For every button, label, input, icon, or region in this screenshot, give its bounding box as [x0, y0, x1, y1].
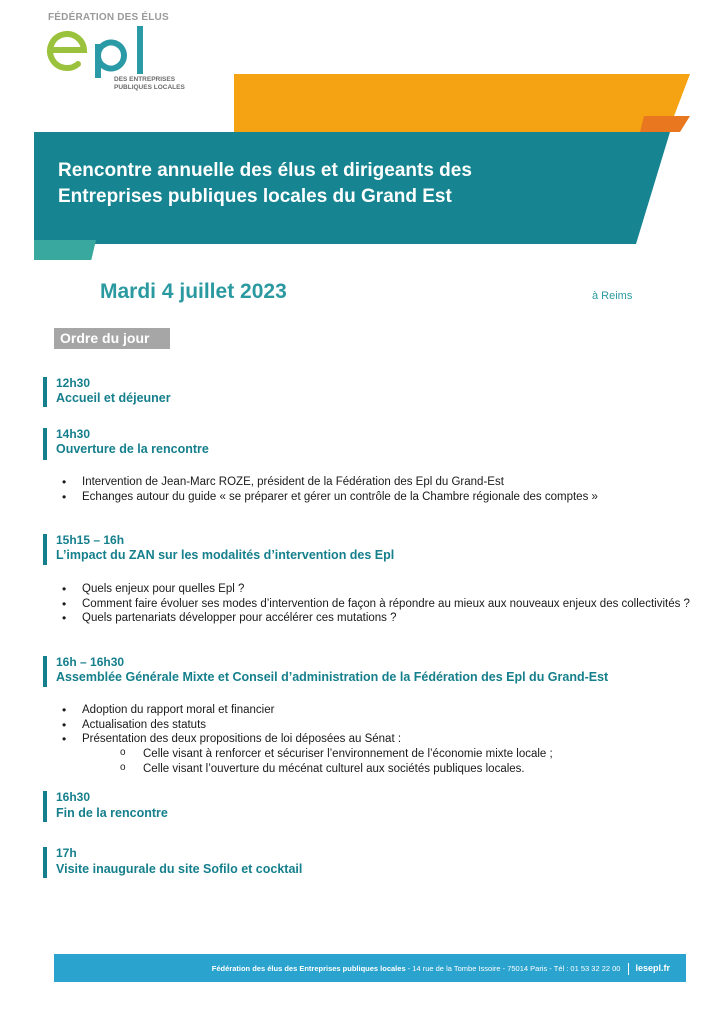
agenda-time: 15h15 – 16h	[56, 533, 125, 547]
logo-mark-text: epl	[44, 24, 46, 25]
title-line-2: Entreprises publiques locales du Grand Est	[58, 186, 452, 207]
list-item: • Comment faire évoluer ses modes d’intervention de façon à répondre au mieux aux nouveaux enjeux des collectivités ?	[58, 597, 698, 612]
event-date: Mardi 4 juillet 2023	[100, 280, 287, 303]
list-item: • Adoption du rapport moral et financier	[58, 703, 401, 718]
agenda-title: L’impact du ZAN sur les modalités d’intervention des Epl	[56, 548, 395, 562]
list-item: • Présentation des deux propositions de loi déposées au Sénat :	[58, 732, 401, 747]
agenda-title: Assemblée Générale Mixte et Conseil d’administration de la Fédération des Epl du Grand-Est	[56, 670, 609, 684]
agenda-bullets-1515	[58, 582, 698, 626]
agenda-heading: Ordre du jour	[54, 328, 170, 349]
agenda-title: Fin de la rencontre	[56, 806, 168, 820]
title-line-1: Rencontre annuelle des élus et dirigeants des	[58, 160, 472, 181]
agenda-title: Accueil et déjeuner	[56, 391, 171, 405]
sub-list-item: o Celle visant l’ouverture du mécénat culturel aux sociétés publiques locales.	[118, 762, 553, 777]
header-banner-graphic	[0, 0, 722, 260]
footer-org: Fédération des élus des Entreprises publiques locales	[211, 964, 406, 973]
agenda-bullets-1600	[58, 703, 401, 747]
agenda-item-bar	[43, 534, 47, 565]
sub-list-item: o Celle visant à renforcer et sécuriser l’environnement de l’économie mixte locale ;	[118, 747, 553, 762]
logo-top-text: FÉDÉRATION DES ÉLUS	[48, 12, 169, 23]
agenda-time: 16h – 16h30	[56, 655, 125, 669]
agenda-item-bar	[43, 656, 47, 687]
agenda-sub-bullets-1600	[118, 747, 553, 776]
list-item: • Quels enjeux pour quelles Epl ?	[58, 582, 698, 597]
logo-subtitle-line2: PUBLIQUES LOCALES	[114, 84, 185, 91]
list-item: • Intervention de Jean-Marc ROZE, président de la Fédération des Epl du Grand-Est	[58, 475, 598, 490]
footer-divider	[628, 963, 629, 975]
logo-subtitle-line1: DES ENTREPRISES	[114, 76, 176, 83]
agenda-bullets-1430	[58, 475, 598, 504]
orange-accent	[640, 116, 690, 132]
agenda-time: 16h30	[56, 790, 91, 804]
agenda-item-bar	[43, 791, 47, 822]
page-title	[58, 158, 638, 210]
agenda-item-bar	[43, 847, 47, 878]
event-location: à Reims	[592, 290, 633, 302]
list-item: • Echanges autour du guide « se préparer et gérer un contrôle de la Chambre régionale des comptes »	[58, 490, 598, 505]
teal-corner-accent	[34, 240, 96, 260]
list-item: • Quels partenariats développer pour accélérer ces mutations ?	[58, 611, 698, 626]
agenda-time: 17h	[56, 846, 77, 860]
footer-text	[212, 954, 670, 982]
agenda-time: 12h30	[56, 376, 91, 390]
footer-address: - 14 rue de la Tombe Issoire - 75014 Paris - Tél : 01 53 32 22 00	[405, 964, 621, 973]
footer-bar	[54, 954, 686, 982]
agenda-title: Visite inaugurale du site Sofilo et cocktail	[56, 862, 303, 876]
orange-band	[234, 74, 690, 132]
footer-website-link[interactable]: lesepl.fr	[635, 963, 670, 973]
agenda-title: Ouverture de la rencontre	[56, 442, 209, 456]
list-item: • Actualisation des statuts	[58, 718, 401, 733]
agenda-item-bar	[43, 428, 47, 460]
agenda-item-bar	[43, 377, 47, 407]
agenda-time: 14h30	[56, 427, 91, 441]
